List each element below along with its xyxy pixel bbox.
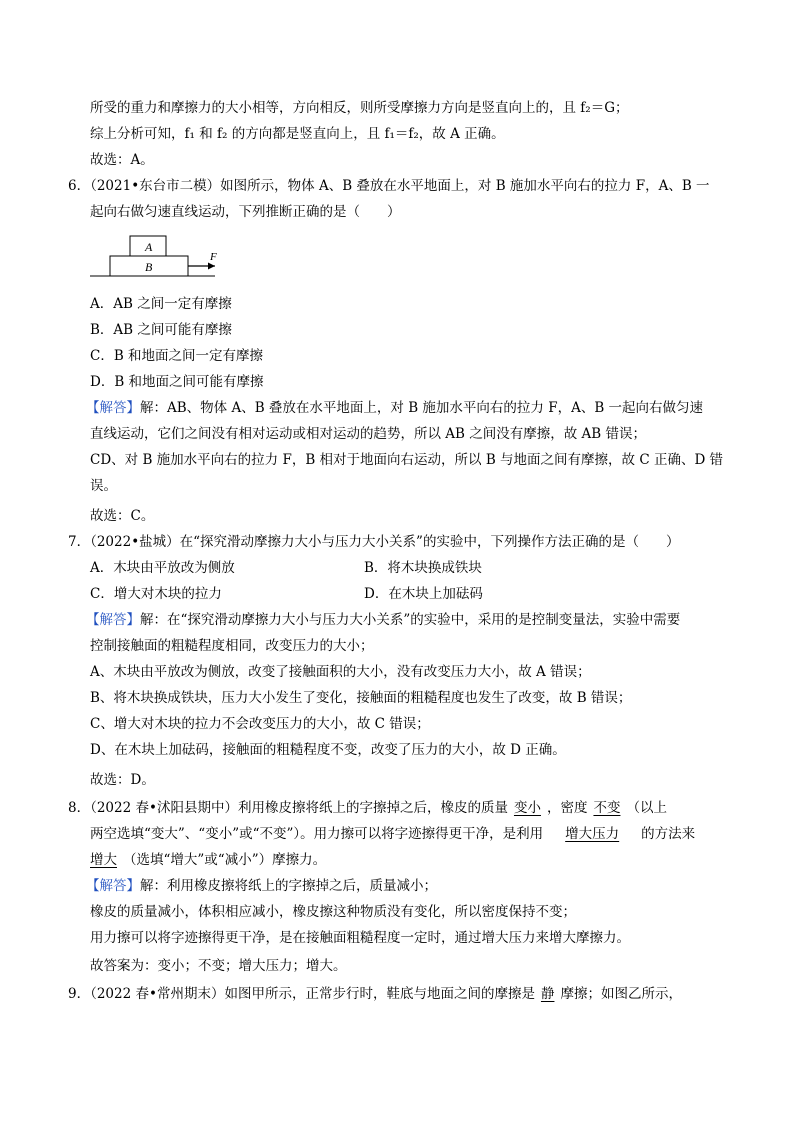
q8-solution-line-1 <box>86 876 437 896</box>
q6-solution-text-1: 解：AB、物体 A、B 叠放在水平地面上，对 B 施加水平向右的拉力 F，A、B 一起向右做匀速 <box>140 400 704 416</box>
q6-choice: 故选：C。 <box>90 508 155 524</box>
q9-stem-line-1 <box>68 984 682 1004</box>
q9-stem-b: 摩擦；如图乙所示， <box>560 986 682 1002</box>
q6-solution-line-2: 直线运动，它们之间没有相对运动或相对运动的趋势，所以 AB 之间没有摩擦，故 AB 错误； <box>90 426 647 442</box>
q7-solution-line-6: D、在木块上加砝码，接触面的粗糙程度不变，改变了压力的大小，故 D 正确。 <box>90 742 566 758</box>
prev-solution-line-2: 综上分析可知，f₁ 和 f₂ 的方向都是竖直向上，且 f₁＝f₂，故 A 正确。 <box>90 126 505 142</box>
q8-solution-tag: 【解答】 <box>86 878 140 894</box>
label-f: F <box>210 251 217 263</box>
q6-solution-line-3: CD、对 B 施加水平向右的拉力 F，B 相对于地面向右运动，所以 B 与地面之间有摩擦，故 C 正确、D 错 <box>90 452 724 468</box>
q8-answer-summary: 故答案为：变小；不变；增大压力；增大。 <box>90 958 347 974</box>
prev-solution-line-1: 所受的重力和摩擦力的大小相等，方向相反，则所受摩擦力方向是竖直向上的，且 f₂＝G； <box>90 100 629 116</box>
q6-option-a: A．AB 之间一定有摩擦 <box>90 296 232 312</box>
q7-solution-text-1: 解：在“探究滑动摩擦力大小与压力大小关系”的实验中，采用的是控制变量法，实验中需要 <box>140 612 681 628</box>
q8-answer-blank-4: 增大 <box>90 852 117 868</box>
force-arrow-head <box>208 263 215 270</box>
q8-answer-blank-3: 增大压力 <box>565 826 620 842</box>
q7-option-d: D．在木块上加砝码 <box>364 586 483 602</box>
label-a: A <box>145 240 153 254</box>
q8-stem-line-3 <box>90 850 326 870</box>
q8-stem-e: 的方法来 <box>641 826 696 842</box>
q8-answer-blank-2: 不变 <box>593 800 621 816</box>
q8-stem-c: （以上 <box>626 800 667 816</box>
q7-stem: 7．（2022•盐城）在“探究滑动摩擦力大小与压力大小关系”的实验中，下列操作方法正确的是（ ） <box>68 534 680 550</box>
q7-option-c: C．增大对木块的拉力 <box>90 586 222 602</box>
q8-stem-d: 两空选填“变大”、“变小”或“不变”）。用力擦可以将字迹擦得更干净，是利用 <box>90 826 544 842</box>
q7-solution-line-3: A、木块由平放改为侧放，改变了接触面积的大小，没有改变压力大小，故 A 错误； <box>90 664 591 680</box>
q6-stem-line-2: 起向右做匀速直线运动，下列推断正确的是（ ） <box>90 204 401 220</box>
q7-choice: 故选：D。 <box>90 772 155 788</box>
q8-stem-line-2 <box>90 824 695 844</box>
q6-stem-line-1: 6．（2021•东台市二模）如图所示，物体 A、B 叠放在水平地面上，对 B 施加水平向右的拉力 F，A、B 一 <box>68 178 710 194</box>
q7-solution-line-4: B、将木块换成铁块，压力大小发生了变化，接触面的粗糙程度也发生了改变，故 B 错误； <box>90 690 632 706</box>
q7-solution-tag: 【解答】 <box>86 612 140 628</box>
q7-option-b: B．将木块换成铁块 <box>364 560 482 576</box>
q9-answer-blank-1: 静 <box>540 986 555 1002</box>
q6-option-b: B．AB 之间可能有摩擦 <box>90 322 232 338</box>
q9-stem-a: 9．（2022 春•常州期末）如图甲所示，正常步行时，鞋底与地面之间的摩擦是 <box>68 986 535 1002</box>
q7-solution-line-1 <box>86 610 680 630</box>
q7-solution-line-5: C、增大对木块的拉力不会改变压力的大小，故 C 错误； <box>90 716 430 732</box>
q8-stem-line-1 <box>68 798 667 818</box>
q6-solution-tag: 【解答】 <box>86 400 140 416</box>
prev-solution-choice: 故选：A。 <box>90 152 154 168</box>
q7-option-a: A．木块由平放改为侧放 <box>90 560 235 576</box>
q6-solution-line-1 <box>86 398 703 418</box>
q8-solution-line-2: 橡皮的质量减小，体积相应减小，橡皮擦这种物质没有变化，所以密度保持不变； <box>90 904 576 920</box>
q8-stem-a: 8．（2022 春•沭阳县期中）利用橡皮擦将纸上的字擦掉之后，橡皮的质量 <box>68 800 508 816</box>
q8-answer-blank-1: 变小 <box>513 800 541 816</box>
q7-solution-line-2: 控制接触面的粗糙程度相同，改变压力的大小； <box>90 638 374 654</box>
q6-block-figure <box>90 230 230 280</box>
q8-solution-text-1: 解：利用橡皮擦将纸上的字擦掉之后，质量减小； <box>140 878 437 894</box>
label-b: B <box>145 260 153 274</box>
q6-solution-line-4: 误。 <box>90 478 117 494</box>
q8-stem-b: ，密度 <box>546 800 588 816</box>
q8-stem-f: （选填“增大”或“减小”）摩擦力。 <box>123 852 327 868</box>
q8-solution-line-3: 用力擦可以将字迹擦得更干净，是在接触面粗糙程度一定时，通过增大压力来增大摩擦力。 <box>90 930 630 946</box>
q6-option-d: D．B 和地面之间可能有摩擦 <box>90 374 264 390</box>
q6-option-c: C．B 和地面之间一定有摩擦 <box>90 348 264 364</box>
